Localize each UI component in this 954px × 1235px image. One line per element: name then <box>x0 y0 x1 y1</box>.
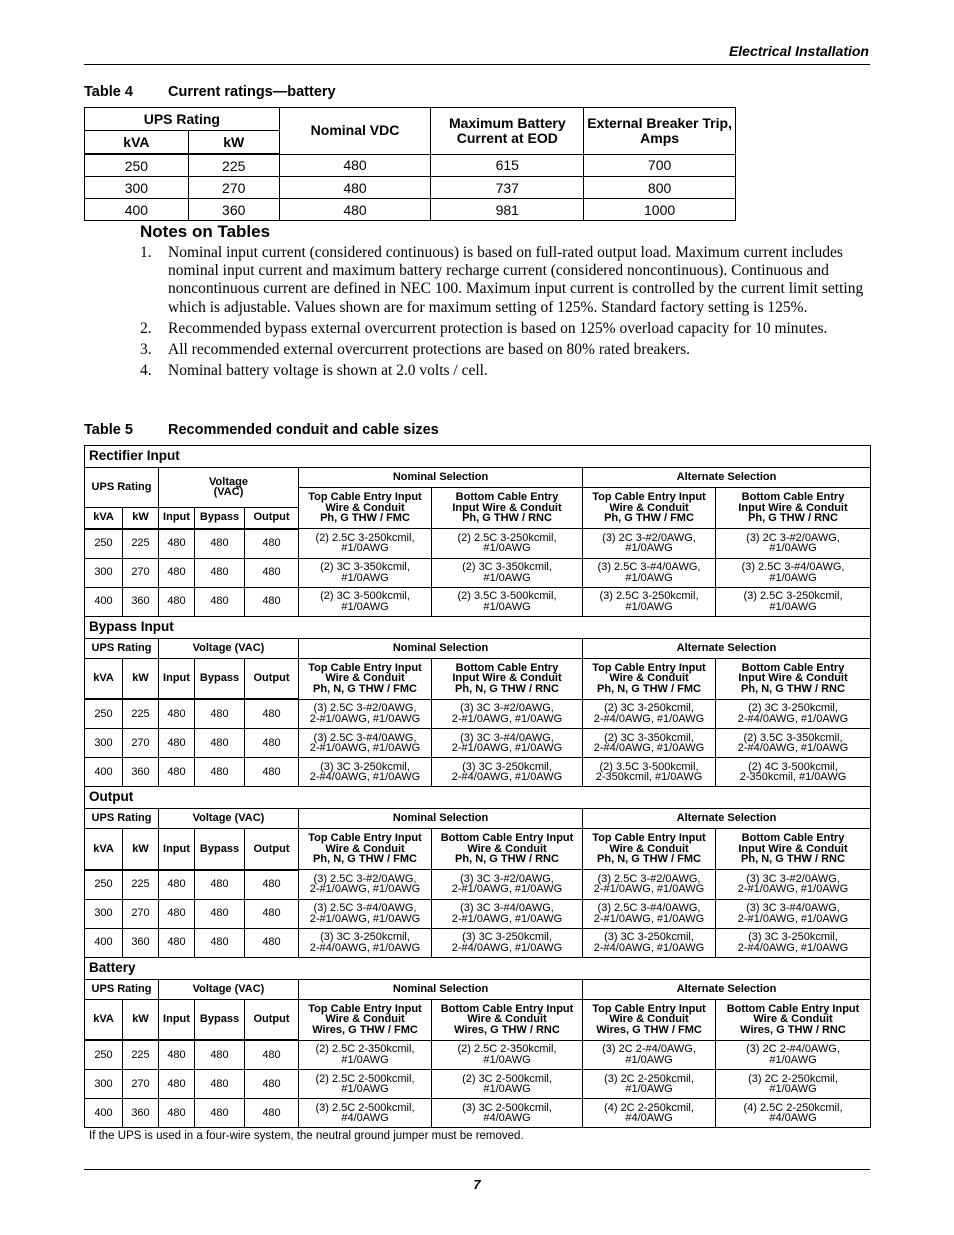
table-cell: (2) 2.5C 2-350kcmil, #1/0AWG <box>299 1040 432 1070</box>
table-cell: 480 <box>279 154 431 177</box>
table-cell: 480 <box>279 177 431 199</box>
ups-rating-header: UPS Rating <box>85 979 159 999</box>
table-cell: 480 <box>159 1040 195 1070</box>
table-row <box>85 870 871 900</box>
table4-header-kva: kVA <box>85 131 189 155</box>
table-cell: 400 <box>85 928 123 957</box>
table-cell: (3) 2C 3-#2/0AWG, #1/0AWG <box>583 529 716 559</box>
table-cell: 480 <box>195 1040 245 1070</box>
column-header: Bypass <box>195 658 245 699</box>
nominal-selection-header: Nominal Selection <box>299 979 583 999</box>
cable-entry-header: Top Cable Entry Input Wire & Conduit Ph, N, G THW / FMC <box>299 829 432 870</box>
table-row <box>85 587 871 616</box>
nominal-selection-header: Nominal Selection <box>299 809 583 829</box>
table-cell: 250 <box>85 529 123 559</box>
table-cell: (3) 2.5C 3-250kcmil, #1/0AWG <box>716 587 871 616</box>
table-cell: (2) 2.5C 3-250kcmil, #1/0AWG <box>432 529 583 559</box>
table-row <box>85 1040 871 1070</box>
alternate-selection-header: Alternate Selection <box>583 468 871 488</box>
table-cell: (4) 2C 2-250kcmil, #4/0AWG <box>583 1099 716 1128</box>
table-cell: (3) 3C 3-250kcmil, 2-#4/0AWG, #1/0AWG <box>716 928 871 957</box>
table-cell: 400 <box>85 1099 123 1128</box>
table-cell: (3) 2.5C 3-#4/0AWG, 2-#1/0AWG, #1/0AWG <box>299 729 432 758</box>
column-header: Input <box>159 507 195 529</box>
table4-caption-title: Current ratings—battery <box>168 84 336 100</box>
table-cell: (2) 3C 3-250kcmil, 2-#4/0AWG, #1/0AWG <box>716 699 871 729</box>
table-cell: 480 <box>245 870 299 900</box>
notes-list <box>140 244 870 383</box>
table-cell: 360 <box>188 199 279 221</box>
table-cell: (2) 3C 3-350kcmil, 2-#4/0AWG, #1/0AWG <box>583 729 716 758</box>
table-row <box>85 729 871 758</box>
table-cell: (3) 2C 3-#2/0AWG, #1/0AWG <box>716 529 871 559</box>
table-cell: 480 <box>195 928 245 957</box>
table-cell: 480 <box>195 558 245 587</box>
column-header: Input <box>159 658 195 699</box>
table4-caption <box>84 84 336 100</box>
voltage-header: Voltage (VAC) <box>159 638 299 658</box>
cable-entry-header: Bottom Cable Entry Input Wire & Conduit Ph, N, G THW / RNC <box>716 829 871 870</box>
table-cell: 480 <box>195 587 245 616</box>
column-header: Output <box>245 829 299 870</box>
cable-entry-header: Bottom Cable Entry Input Wire & Conduit Ph, G THW / RNC <box>716 488 871 529</box>
group-header-row <box>85 979 871 999</box>
table-cell: (2) 2.5C 3-250kcmil, #1/0AWG <box>299 529 432 559</box>
table-cell: 225 <box>123 1040 159 1070</box>
table-cell: 270 <box>123 1070 159 1099</box>
table-cell: 480 <box>245 558 299 587</box>
table-cell: (4) 2.5C 2-250kcmil, #4/0AWG <box>716 1099 871 1128</box>
table-cell: (2) 3C 3-350kcmil, #1/0AWG <box>432 558 583 587</box>
table-cell: 480 <box>245 729 299 758</box>
table-row <box>85 177 736 199</box>
table-cell: 225 <box>123 529 159 559</box>
table-cell: 250 <box>85 699 123 729</box>
table-cell: 300 <box>85 177 189 199</box>
section-title-row <box>85 446 871 468</box>
table-cell: (3) 2.5C 2-500kcmil, #4/0AWG <box>299 1099 432 1128</box>
table-cell: 981 <box>431 199 584 221</box>
table-cell: (3) 2.5C 3-250kcmil, #1/0AWG <box>583 587 716 616</box>
table5-caption-number: Table 5 <box>84 422 133 438</box>
table-cell: 480 <box>195 1070 245 1099</box>
cable-entry-header: Top Cable Entry Input Wire & Conduit Ph, N, G THW / FMC <box>583 658 716 699</box>
note-number: 1. <box>140 244 152 261</box>
table-row <box>85 199 736 221</box>
note-item <box>140 362 870 380</box>
footer-rule <box>84 1169 870 1170</box>
table4-current-ratings <box>84 107 736 221</box>
alternate-selection-header: Alternate Selection <box>583 638 871 658</box>
table-row <box>85 899 871 928</box>
note-number: 3. <box>140 341 152 359</box>
table-cell: (3) 2.5C 3-#2/0AWG, 2-#1/0AWG, #1/0AWG <box>583 870 716 900</box>
table-row <box>85 558 871 587</box>
table-cell: (2) 3.5C 3-500kcmil, #1/0AWG <box>432 587 583 616</box>
table-cell: 480 <box>195 529 245 559</box>
note-number: 4. <box>140 362 152 380</box>
table-cell: (3) 2C 2-250kcmil, #1/0AWG <box>583 1070 716 1099</box>
table-cell: (3) 3C 3-250kcmil, 2-#4/0AWG, #1/0AWG <box>432 928 583 957</box>
table-cell: 400 <box>85 587 123 616</box>
table-row <box>85 529 871 559</box>
column-header: Bypass <box>195 999 245 1040</box>
alternate-selection-header: Alternate Selection <box>583 979 871 999</box>
table-cell: 300 <box>85 558 123 587</box>
table-cell: 480 <box>195 699 245 729</box>
table-cell: 480 <box>245 699 299 729</box>
column-header: kVA <box>85 999 123 1040</box>
table-cell: (3) 2.5C 3-#4/0AWG, #1/0AWG <box>583 558 716 587</box>
column-header: Bypass <box>195 507 245 529</box>
table-cell: 480 <box>195 870 245 900</box>
table-cell: 250 <box>85 154 189 177</box>
column-header: kW <box>123 658 159 699</box>
group-header-row <box>85 468 871 488</box>
table-cell: (3) 2.5C 3-#2/0AWG, 2-#1/0AWG, #1/0AWG <box>299 870 432 900</box>
table-row <box>85 1070 871 1099</box>
table-cell: (3) 2.5C 3-#4/0AWG, 2-#1/0AWG, #1/0AWG <box>299 899 432 928</box>
nominal-selection-header: Nominal Selection <box>299 638 583 658</box>
section-title-row <box>85 787 871 809</box>
note-text: All recommended external overcurrent protections are based on 80% rated breakers. <box>168 341 691 359</box>
column-header: Input <box>159 829 195 870</box>
table-cell: 480 <box>245 899 299 928</box>
table-cell: 300 <box>85 899 123 928</box>
table-cell: 480 <box>159 758 195 787</box>
table-cell: (2) 3C 3-350kcmil, #1/0AWG <box>299 558 432 587</box>
cable-entry-header: Top Cable Entry Input Wire & Conduit Ph, G THW / FMC <box>583 488 716 529</box>
column-header: Output <box>245 658 299 699</box>
table4-caption-number: Table 4 <box>84 84 133 100</box>
table-cell: (3) 3C 2-500kcmil, #4/0AWG <box>432 1099 583 1128</box>
table-cell: (3) 2.5C 3-#4/0AWG, #1/0AWG <box>716 558 871 587</box>
cable-entry-header: Top Cable Entry Input Wire & Conduit Wires, G THW / FMC <box>299 999 432 1040</box>
column-header: kVA <box>85 658 123 699</box>
table-cell: (3) 3C 3-#4/0AWG, 2-#1/0AWG, #1/0AWG <box>432 729 583 758</box>
table-row <box>85 1099 871 1128</box>
table4-body <box>85 154 736 221</box>
voltage-header: Voltage (VAC) <box>159 809 299 829</box>
table-row <box>85 699 871 729</box>
section-title-row <box>85 616 871 638</box>
table-cell: 615 <box>431 154 584 177</box>
table4-header-ups-rating: UPS Rating <box>85 108 280 131</box>
table4-header-nominal-vdc: Nominal VDC <box>279 108 431 155</box>
note-item <box>140 341 870 359</box>
table-cell: (2) 2.5C 2-350kcmil, #1/0AWG <box>432 1040 583 1070</box>
table-cell: (3) 3C 3-#2/0AWG, 2-#1/0AWG, #1/0AWG <box>716 870 871 900</box>
table-cell: 480 <box>245 1040 299 1070</box>
column-header: Output <box>245 999 299 1040</box>
table-cell: 480 <box>159 1099 195 1128</box>
table-cell: (2) 3C 3-500kcmil, #1/0AWG <box>299 587 432 616</box>
table-cell: (3) 3C 3-#2/0AWG, 2-#1/0AWG, #1/0AWG <box>432 699 583 729</box>
table-cell: 300 <box>85 1070 123 1099</box>
table-cell: (3) 3C 3-250kcmil, 2-#4/0AWG, #1/0AWG <box>583 928 716 957</box>
cable-entry-header: Bottom Cable Entry Input Wire & Conduit Ph, N, G THW / RNC <box>432 658 583 699</box>
cable-entry-header: Bottom Cable Entry Input Wire & Conduit Ph, G THW / RNC <box>432 488 583 529</box>
table-cell: 400 <box>85 199 189 221</box>
table-cell: 250 <box>85 1040 123 1070</box>
section-title: Rectifier Input <box>85 446 871 468</box>
cable-entry-header: Top Cable Entry Input Wire & Conduit Wires, G THW / FMC <box>583 999 716 1040</box>
voltage-header: Voltage (VAC) <box>159 468 299 508</box>
cable-entry-header: Top Cable Entry Input Wire & Conduit Ph, N, G THW / FMC <box>583 829 716 870</box>
table5-caption-title: Recommended conduit and cable sizes <box>168 422 439 438</box>
table-cell: 480 <box>159 928 195 957</box>
table-cell: 480 <box>159 558 195 587</box>
table-cell: 480 <box>245 758 299 787</box>
ups-rating-header: UPS Rating <box>85 468 159 508</box>
table-cell: 480 <box>159 587 195 616</box>
table-cell: (3) 3C 3-250kcmil, 2-#4/0AWG, #1/0AWG <box>432 758 583 787</box>
table-cell: 225 <box>123 870 159 900</box>
notes-heading: Notes on Tables <box>140 222 271 241</box>
table-cell: 270 <box>123 729 159 758</box>
table-cell: 480 <box>195 899 245 928</box>
note-number: 2. <box>140 319 152 337</box>
table-cell: 800 <box>584 177 736 199</box>
table-cell: (3) 3C 3-#4/0AWG, 2-#1/0AWG, #1/0AWG <box>716 899 871 928</box>
section-title: Bypass Input <box>85 616 871 638</box>
column-header: kW <box>123 999 159 1040</box>
table-cell: 360 <box>123 1099 159 1128</box>
table4-header-breaker: External Breaker Trip, Amps <box>584 108 736 155</box>
cable-entry-header: Bottom Cable Entry Input Wire & Conduit Ph, N, G THW / RNC <box>716 658 871 699</box>
cable-entry-header: Bottom Cable Entry Input Wire & Conduit Wires, G THW / RNC <box>716 999 871 1040</box>
alternate-selection-header: Alternate Selection <box>583 809 871 829</box>
table-cell: (3) 3C 3-#4/0AWG, 2-#1/0AWG, #1/0AWG <box>432 899 583 928</box>
table-cell: 300 <box>85 729 123 758</box>
note-text: Recommended bypass external overcurrent protection is based on 125% overload capacity for 10 minutes. <box>168 319 828 337</box>
table-cell: (3) 2C 2-#4/0AWG, #1/0AWG <box>583 1040 716 1070</box>
table5-caption <box>84 422 439 438</box>
table-cell: 700 <box>584 154 736 177</box>
table-cell: 480 <box>159 1070 195 1099</box>
table4-header-kw: kW <box>188 131 279 155</box>
table-cell: 480 <box>195 1099 245 1128</box>
table-cell: (3) 3C 3-250kcmil, 2-#4/0AWG, #1/0AWG <box>299 928 432 957</box>
column-header: kW <box>123 507 159 529</box>
note-text: Nominal battery voltage is shown at 2.0 volts / cell. <box>168 362 488 380</box>
table-cell: 360 <box>123 928 159 957</box>
note-text: Nominal input current (considered continuous) is based on full-rated output load. Maximum current includes nominal input current and maximum battery recharge current (considered noncontinuous). Continuous and noncontinuous current are defined in NEC 100. Maximum input current is controlled by the current limit setting which is adjustable. Values shown are for maximum setting of 125%. Standard factory setting is 125%. <box>168 244 864 316</box>
table-cell: 1000 <box>584 199 736 221</box>
table-cell: 360 <box>123 758 159 787</box>
table-cell: 360 <box>123 587 159 616</box>
table-cell: 480 <box>245 1070 299 1099</box>
page-header-title: Electrical Installation <box>728 43 869 59</box>
table-cell: (2) 3C 3-250kcmil, 2-#4/0AWG, #1/0AWG <box>583 699 716 729</box>
table-cell: (2) 3.5C 3-350kcmil, 2-#4/0AWG, #1/0AWG <box>716 729 871 758</box>
table-row <box>85 928 871 957</box>
table-cell: (3) 3C 3-#2/0AWG, 2-#1/0AWG, #1/0AWG <box>432 870 583 900</box>
table5-footnote: If the UPS is used in a four-wire system, the neutral ground jumper must be removed. <box>89 1130 524 1142</box>
ups-rating-header: UPS Rating <box>85 809 159 829</box>
table-cell: 480 <box>245 1099 299 1128</box>
table4-header-max-current: Maximum Battery Current at EOD <box>431 108 584 155</box>
table-cell: 270 <box>188 177 279 199</box>
nominal-selection-header: Nominal Selection <box>299 468 583 488</box>
table-cell: 225 <box>123 699 159 729</box>
table-cell: (3) 2.5C 3-#2/0AWG, 2-#1/0AWG, #1/0AWG <box>299 699 432 729</box>
page-number: 7 <box>473 1177 481 1192</box>
table-cell: 480 <box>245 928 299 957</box>
table-cell: 480 <box>159 699 195 729</box>
table-cell: (3) 3C 3-250kcmil, 2-#4/0AWG, #1/0AWG <box>299 758 432 787</box>
table5-conduit-cable-sizes <box>84 445 871 1128</box>
table-cell: 270 <box>123 558 159 587</box>
table-row <box>85 154 736 177</box>
table-row <box>85 758 871 787</box>
table-cell: 400 <box>85 758 123 787</box>
table-cell: 737 <box>431 177 584 199</box>
table-cell: (2) 3.5C 3-500kcmil, 2-350kcmil, #1/0AWG <box>583 758 716 787</box>
note-item <box>140 320 870 338</box>
column-header: kVA <box>85 829 123 870</box>
cable-entry-header: Top Cable Entry Input Wire & Conduit Ph, N, G THW / FMC <box>299 658 432 699</box>
table-cell: (3) 2C 2-#4/0AWG, #1/0AWG <box>716 1040 871 1070</box>
group-header-row <box>85 809 871 829</box>
table-cell: (2) 4C 3-500kcmil, 2-350kcmil, #1/0AWG <box>716 758 871 787</box>
table-cell: 480 <box>159 899 195 928</box>
column-header: Bypass <box>195 829 245 870</box>
header-rule <box>84 64 870 65</box>
ups-rating-header: UPS Rating <box>85 638 159 658</box>
cable-entry-header: Bottom Cable Entry Input Wire & Conduit Ph, N, G THW / RNC <box>432 829 583 870</box>
table5-body <box>85 446 871 1128</box>
table-cell: 480 <box>159 870 195 900</box>
table-cell: 480 <box>279 199 431 221</box>
table-cell: 480 <box>159 529 195 559</box>
cable-entry-header: Top Cable Entry Input Wire & Conduit Ph, G THW / FMC <box>299 488 432 529</box>
column-header: kVA <box>85 507 123 529</box>
table-cell: (2) 3C 2-500kcmil, #1/0AWG <box>432 1070 583 1099</box>
table-cell: 270 <box>123 899 159 928</box>
section-title: Battery <box>85 957 871 979</box>
table-cell: 480 <box>195 729 245 758</box>
cable-entry-header: Bottom Cable Entry Input Wire & Conduit Wires, G THW / RNC <box>432 999 583 1040</box>
table-cell: 480 <box>245 587 299 616</box>
section-title-row <box>85 957 871 979</box>
table-cell: 480 <box>245 529 299 559</box>
column-header: Input <box>159 999 195 1040</box>
table-cell: 250 <box>85 870 123 900</box>
column-header: kW <box>123 829 159 870</box>
note-item <box>140 244 870 317</box>
group-header-row <box>85 638 871 658</box>
table-cell: 480 <box>159 729 195 758</box>
table-cell: (3) 2.5C 3-#4/0AWG, 2-#1/0AWG, #1/0AWG <box>583 899 716 928</box>
table-cell: (3) 2C 2-250kcmil, #1/0AWG <box>716 1070 871 1099</box>
table-cell: (2) 2.5C 2-500kcmil, #1/0AWG <box>299 1070 432 1099</box>
voltage-header: Voltage (VAC) <box>159 979 299 999</box>
table-cell: 480 <box>195 758 245 787</box>
table-cell: 225 <box>188 154 279 177</box>
section-title: Output <box>85 787 871 809</box>
column-header: Output <box>245 507 299 529</box>
